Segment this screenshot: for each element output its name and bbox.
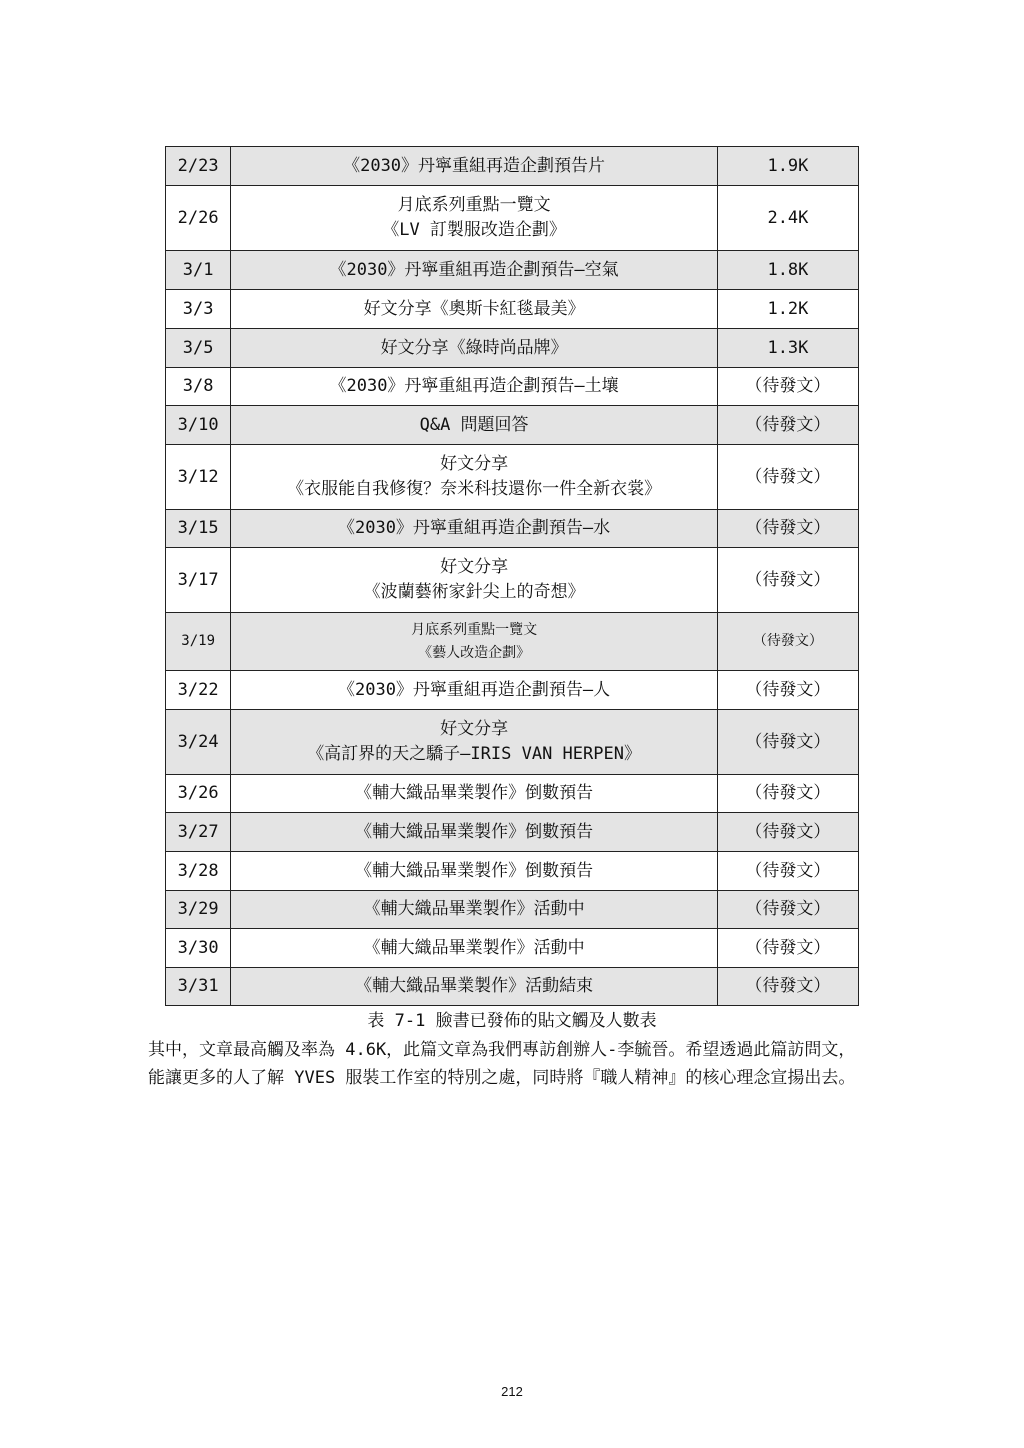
date-cell: 2/26 <box>166 186 231 251</box>
date-cell: 3/26 <box>166 775 231 813</box>
reach-count-cell: （待發文） <box>717 368 858 406</box>
topic-cell: 好文分享 《衣服能自我修復？奈米科技還你一件全新衣裳》 <box>231 445 718 510</box>
reach-count-cell: （待發文） <box>717 710 858 775</box>
topic-cell: 《2030》丹寧重組再造企劃預告—土壤 <box>231 368 718 406</box>
reach-count-cell: （待發文） <box>717 929 858 968</box>
table-row <box>166 548 859 613</box>
topic-cell: 《2030》丹寧重組再造企劃預告片 <box>231 147 718 186</box>
reach-count-cell: 1.2K <box>717 290 858 329</box>
table-row <box>166 613 859 671</box>
table-row <box>166 368 859 406</box>
reach-count-cell: （待發文） <box>717 510 858 548</box>
topic-cell: 好文分享 《高訂界的天之驕子—IRIS VAN HERPEN》 <box>231 710 718 775</box>
date-cell: 3/12 <box>166 445 231 510</box>
date-cell: 3/31 <box>166 968 231 1006</box>
reach-count-cell: 1.8K <box>717 251 858 290</box>
table-row <box>166 329 859 368</box>
table-caption: 表 7-1 臉書已發佈的貼文觸及人數表 <box>367 1011 657 1031</box>
table-row <box>166 929 859 968</box>
date-cell: 3/24 <box>166 710 231 775</box>
topic-cell: 《輔大織品畢業製作》活動結束 <box>231 968 718 1006</box>
table-row <box>166 290 859 329</box>
topic-cell: 《輔大織品畢業製作》倒數預告 <box>231 852 718 891</box>
topic-cell: Q&A 問題回答 <box>231 406 718 445</box>
page-number: 212 <box>501 1384 523 1399</box>
table-row <box>166 852 859 891</box>
date-cell: 3/27 <box>166 813 231 852</box>
table-row <box>166 891 859 929</box>
reach-count-cell: （待發文） <box>717 891 858 929</box>
table-row <box>166 510 859 548</box>
date-cell: 3/22 <box>166 671 231 710</box>
topic-cell: 《輔大織品畢業製作》活動中 <box>231 929 718 968</box>
reach-count-cell: 2.4K <box>717 186 858 251</box>
table-row <box>166 671 859 710</box>
date-cell: 3/5 <box>166 329 231 368</box>
table-row <box>166 968 859 1006</box>
body-paragraph: 其中，文章最高觸及率為 4.6K，此篇文章為我們專訪創辦人-李毓晉。希望透過此篇訪問文，能讓更多的人了解 YVES 服裝工作室的特別之處，同時將『職人精神』的核心理念宣揚出去。 <box>148 1040 856 1088</box>
topic-cell: 《輔大織品畢業製作》倒數預告 <box>231 813 718 852</box>
topic-cell: 《輔大織品畢業製作》活動中 <box>231 891 718 929</box>
topic-cell: 《2030》丹寧重組再造企劃預告—水 <box>231 510 718 548</box>
date-cell: 2/23 <box>166 147 231 186</box>
table-row <box>166 775 859 813</box>
topic-cell: 《2030》丹寧重組再造企劃預告—空氣 <box>231 251 718 290</box>
topic-cell: 《2030》丹寧重組再造企劃預告—人 <box>231 671 718 710</box>
reach-count-cell: （待發文） <box>717 968 858 1006</box>
date-cell: 3/8 <box>166 368 231 406</box>
table-row <box>166 147 859 186</box>
date-cell: 3/15 <box>166 510 231 548</box>
topic-cell: 《輔大織品畢業製作》倒數預告 <box>231 775 718 813</box>
topic-cell: 月底系列重點一覽文 《藝人改造企劃》 <box>231 613 718 671</box>
table-row <box>166 251 859 290</box>
date-cell: 3/3 <box>166 290 231 329</box>
date-cell: 3/10 <box>166 406 231 445</box>
reach-count-cell: （待發文） <box>717 775 858 813</box>
reach-count-cell: （待發文） <box>717 813 858 852</box>
reach-count-cell: （待發文） <box>717 406 858 445</box>
table-row <box>166 406 859 445</box>
date-cell: 3/17 <box>166 548 231 613</box>
table-row <box>166 445 859 510</box>
reach-count-cell: （待發文） <box>717 548 858 613</box>
reach-count-cell: （待發文） <box>717 445 858 510</box>
topic-cell: 好文分享 《波蘭藝術家針尖上的奇想》 <box>231 548 718 613</box>
table-row <box>166 813 859 852</box>
reach-count-cell: 1.9K <box>717 147 858 186</box>
date-cell: 3/30 <box>166 929 231 968</box>
table-row <box>166 186 859 251</box>
reach-count-cell: （待發文） <box>717 852 858 891</box>
topic-cell: 月底系列重點一覽文 《LV 訂製服改造企劃》 <box>231 186 718 251</box>
reach-count-cell: （待發文） <box>717 613 858 671</box>
date-cell: 3/28 <box>166 852 231 891</box>
date-cell: 3/1 <box>166 251 231 290</box>
topic-cell: 好文分享《奧斯卡紅毯最美》 <box>231 290 718 329</box>
table-row <box>166 710 859 775</box>
post-reach-table <box>165 146 859 1006</box>
date-cell: 3/19 <box>166 613 231 671</box>
reach-count-cell: （待發文） <box>717 671 858 710</box>
date-cell: 3/29 <box>166 891 231 929</box>
reach-count-cell: 1.3K <box>717 329 858 368</box>
topic-cell: 好文分享《綠時尚品牌》 <box>231 329 718 368</box>
